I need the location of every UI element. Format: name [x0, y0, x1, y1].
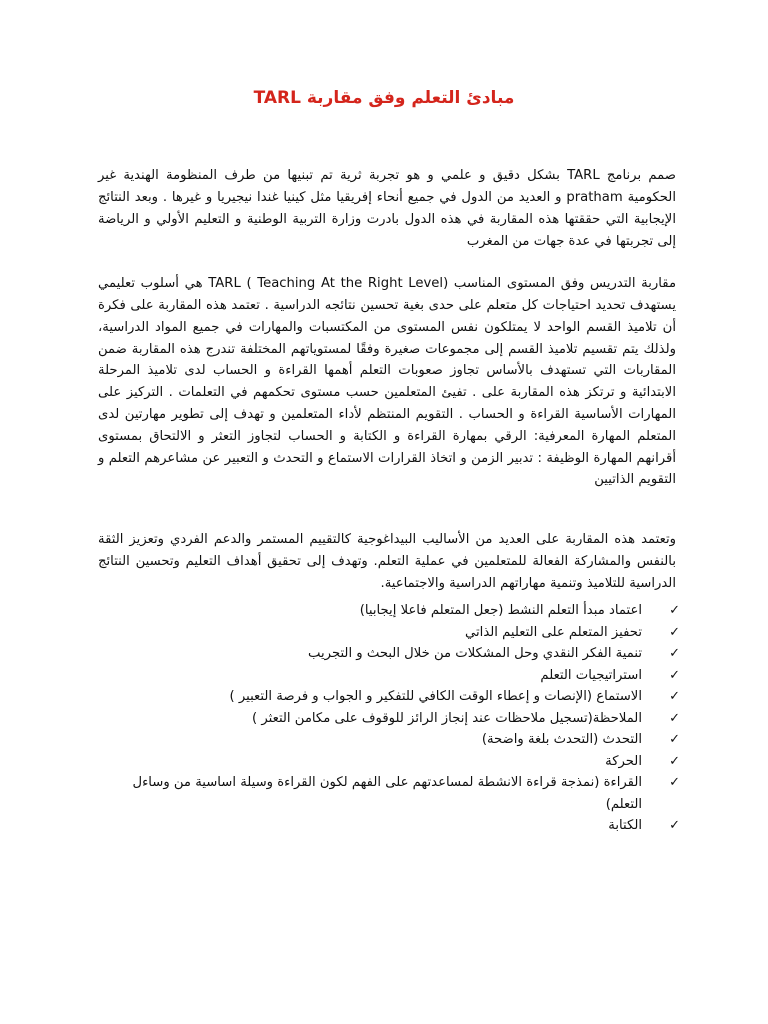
list-item-text: الملاحظة(تسجيل ملاحظات عند إنجاز الرائز للوقوف على مكامن التعثر )	[251, 710, 642, 726]
checkmark-icon: ✓	[669, 603, 680, 618]
checkmark-icon: ✓	[669, 710, 680, 726]
paragraph-intro: صمم برنامج TARL بشكل دقيق و علمي و هو تجربة ثرية تم تبنيها من طرف المنظومة الهندية غير الحكومية pratham و العديد من الدول في جميع أنحاء إفريقيا مثل كينيا غندا نيجيريا و غيرها . وبعد النتائج الإيجابية التي حققتها هذه المقاربة في هذه الدول بادرت وزارة التربية الوطنية و التعليم الأولي و الرياضة إلى تجربتها في عدة جهات من المغرب	[98, 168, 676, 249]
checkmark-icon: ✓	[669, 624, 680, 640]
paragraph-methods: وتعتمد هذه المقاربة على العديد من الأساليب البيداغوجية كالتقييم المستمر والدعم الفردي وتعزيز الثقة بالنفس والمشاركة الفعالة للمتعلمين في عملية التعلم. وتهدف إلى تحقيق أهداف التعليم وتحسين النتائج الدراسية للتلاميذ وتنمية مهاراتهم الدراسية والاجتماعية.	[98, 532, 676, 591]
checkmark-icon: ✓	[669, 646, 680, 661]
principles-list	[110, 600, 680, 837]
list-item-text: استراتيجيات التعلم	[540, 667, 642, 683]
list-item-text: الكتابة	[608, 818, 642, 833]
list-item	[110, 600, 680, 622]
list-item-text: التحدث (التحدث بلغة واضحة)	[481, 732, 642, 747]
list-item	[110, 708, 680, 730]
list-item-text: الاستماع (الإنصات و إعطاء الوقت الكافي للتفكير و الجواب و فرصة التعبير )	[229, 689, 642, 704]
document-title: مبادئ التعلم وفق مقاربة TARL	[253, 88, 515, 108]
checkmark-icon: ✓	[669, 667, 680, 683]
list-item-text: اعتماد مبدأ التعلم النشط (جعل المتعلم فاعلا إيجابيا)	[359, 603, 642, 618]
checkmark-icon: ✓	[669, 689, 680, 704]
list-item	[110, 643, 680, 665]
list-item-text: القراءة (نمذجة قراءة الانشطة لمساعدتهم على الفهم لكون القراءة وسيلة اساسية من وساءل التعلم)	[132, 775, 642, 812]
list-item	[110, 729, 680, 751]
checkmark-icon: ✓	[669, 732, 680, 747]
list-item	[110, 622, 680, 644]
paragraph-definition: مقاربة التدريس وفق المستوى المناسب (TARL ( Teaching At the Right Level هي أسلوب تعليمي يستهدف تحديد احتياجات كل متعلم على حدى بغية تحسين نتائجه الدراسية . تعتمد هذه المقاربة على فكرة أن تلاميذ القسم الواحد لا يمتلكون نفس المستوى من المكتسبات والمهارات في جميع المواد الدراسية، ولذلك يتم تقسيم تلاميذ القسم إلى مجموعات صغيرة وفقًا لمستوياتهم المختلفة تندرج هذه المقاربة ضمن المقاربات التي تستهدف بالأساس تجاوز صعوبات التعلم أهمها القراءة و الحساب لدى تلاميذ المرحلة الابتدائية و ترتكز هذه المقاربة على . تفيئ المتعلمين حسب مستوى تحكمهم في التعلمات . التركيز على المهارات الأساسية القراءة و الحساب . التقويم المنتظم لأداء المتعلمين و تهدف إلى تطوير مهارتين لدى المتعلم المهارة المعرفية: الرقي بمهارة القراءة و الكتابة و الحساب لتجاوز التعثر و الالتحاق بمستوى أقرانهم المهارة الوظيفة : تدبير الزمن و اتخاذ القرارات الاستماع و التحدث و التعبير عن مشاعرهم التعلم و التقويم الذاتيين	[98, 276, 677, 488]
checkmark-icon: ✓	[669, 753, 680, 769]
list-item-text: تنمية الفكر النقدي وحل المشكلات من خلال البحث و التجريب	[308, 646, 642, 661]
checkmark-icon: ✓	[669, 818, 680, 833]
list-item	[110, 751, 680, 773]
checkmark-icon: ✓	[669, 775, 680, 790]
list-item-text: الحركة	[605, 753, 642, 769]
list-item	[110, 686, 680, 708]
list-item	[110, 815, 680, 837]
list-item	[110, 665, 680, 687]
list-item-text: تحفيز المتعلم على التعليم الذاتي	[465, 624, 642, 640]
list-item	[110, 772, 680, 815]
